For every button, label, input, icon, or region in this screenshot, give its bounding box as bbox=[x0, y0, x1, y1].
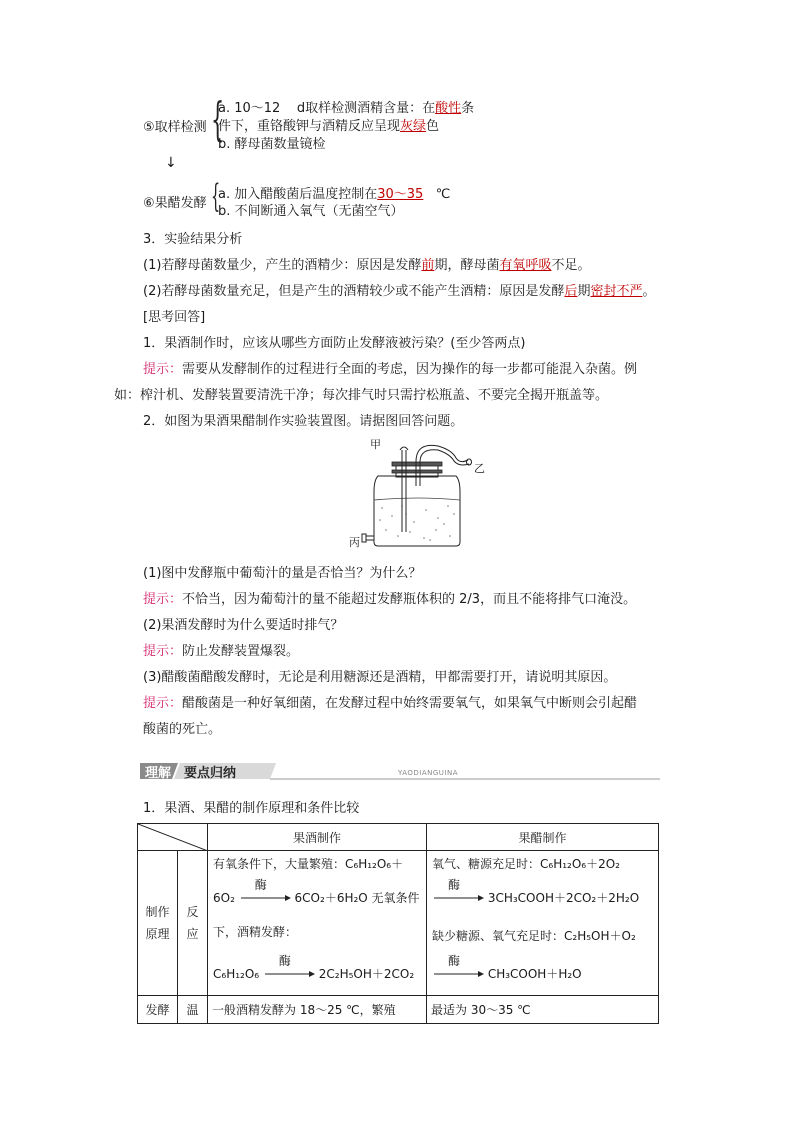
step5-line1-post: 条 bbox=[461, 101, 475, 116]
answer-2-3-line1 bbox=[143, 692, 637, 711]
banner-pinyin: YAODIANGUINA bbox=[398, 769, 459, 777]
vinegar-reaction-cell bbox=[427, 851, 659, 996]
step6-line1-pre: a. 加入醋酸菌后温度控制在 bbox=[218, 187, 378, 202]
p1-pre: (1)若酵母菌数量少，产生的酒精少：原因是发酵 bbox=[143, 258, 422, 273]
figure-label-jia: 甲 bbox=[370, 438, 381, 451]
step5-line1 bbox=[218, 97, 474, 116]
enzyme-label: 酶 bbox=[254, 878, 267, 892]
figure-label-bing: 丙 bbox=[349, 536, 360, 549]
step6-temp: 30～35 bbox=[377, 187, 424, 202]
row-subheader-reaction: 反应 bbox=[178, 851, 208, 996]
step5-line1-pre: a. 10～12 bbox=[218, 101, 281, 116]
answer-2-2-text: 防止发酵装置爆裂。 bbox=[182, 644, 300, 659]
table-row bbox=[138, 996, 659, 1024]
wine-ethanol-products: 2C₂H₅OH＋2CO₂ bbox=[318, 967, 415, 981]
row-header-fermentation: 发酵 bbox=[138, 996, 178, 1024]
p2-unsealed: 密封不严 bbox=[590, 284, 643, 299]
step5-grey-green: 灰绿 bbox=[400, 119, 427, 134]
table-title: 1．果酒、果醋的制作原理和条件比较 bbox=[143, 801, 360, 816]
wine-products: 6CO₂＋6H₂O 无氧条件 bbox=[294, 891, 420, 905]
p2-pre: (2)若酵母菌数量充足，但是产生的酒精较少或不能产生酒精：原因是发酵 bbox=[143, 284, 565, 299]
vinegar-products-1: 3CH₃COOH＋2CO₂＋2H₂O bbox=[487, 891, 640, 905]
step5-line2-pre: 件下，重铬酸钾与酒精反应呈现 bbox=[218, 119, 401, 134]
step5-line2-post: 色 bbox=[426, 119, 440, 134]
step6-label: ⑥果醋发酵 bbox=[143, 196, 207, 211]
enzyme-label: 酶 bbox=[448, 954, 461, 968]
enzyme-arrow bbox=[432, 878, 484, 902]
table-row bbox=[138, 851, 659, 996]
answer-2-2 bbox=[143, 640, 299, 659]
enzyme-label: 酶 bbox=[278, 954, 291, 968]
vinegar-line4 bbox=[432, 954, 582, 982]
section3-p1 bbox=[143, 254, 590, 273]
answer-2-1 bbox=[143, 588, 636, 607]
enzyme-arrow bbox=[263, 954, 315, 978]
hint-label: 提示： bbox=[143, 644, 183, 659]
step6-unit: ℃ bbox=[435, 187, 451, 202]
row-subheader-temperature: 温 bbox=[178, 996, 208, 1024]
table-header-row bbox=[138, 824, 659, 851]
wine-reaction-cell bbox=[208, 851, 427, 996]
p2-mid: 期 bbox=[577, 284, 591, 299]
enzyme-arrow bbox=[239, 878, 291, 902]
hint-label: 提示： bbox=[143, 592, 183, 607]
hint-label: 提示： bbox=[143, 362, 183, 377]
answer-1-line1 bbox=[143, 358, 637, 377]
row-header-principle: 制作原理 bbox=[138, 851, 178, 996]
fermentation-apparatus-figure bbox=[340, 436, 490, 552]
banner-tag: 理解 bbox=[145, 766, 172, 781]
answer-2-3-line2: 酸菌的死亡。 bbox=[143, 722, 222, 737]
header-diagonal-cell bbox=[138, 824, 208, 851]
think-heading: [思考回答] bbox=[143, 310, 206, 325]
step5-line1-mid: d取样检测酒精含量：在 bbox=[296, 101, 436, 116]
question-2-2: (2)果酒发酵时为什么要适时排气？ bbox=[143, 618, 344, 633]
question-2: 2．如图为果酒果醋制作实验装置图。请据图回答问题。 bbox=[143, 414, 464, 429]
wine-temperature-cell: 一般酒精发酵为 18～25 ℃，繁殖 bbox=[208, 996, 427, 1024]
vinegar-line3: 缺少糖源、氧气充足时：C₂H₅OH＋O₂ bbox=[432, 929, 636, 943]
answer-2-3-text: 醋酸菌是一种好氧细菌，在发酵过程中始终需要氧气，如果氧气中断则会引起醋 bbox=[182, 696, 638, 711]
comparison-table bbox=[137, 823, 659, 1024]
p2-post: 。 bbox=[642, 284, 656, 299]
down-arrow: ↓ bbox=[165, 155, 177, 171]
p1-aerobic: 有氧呼吸 bbox=[499, 258, 552, 273]
wine-6o2: 6O₂ bbox=[213, 891, 235, 905]
enzyme-arrow bbox=[432, 954, 484, 978]
vinegar-temperature-cell: 最适为 30～35 ℃ bbox=[427, 996, 659, 1024]
banner-title: 要点归纳 bbox=[184, 766, 237, 781]
vinegar-line1: 氧气、糖源充足时：C₆H₁₂O₆＋2O₂ bbox=[432, 857, 620, 871]
step6-brace: { bbox=[211, 177, 221, 215]
header-vinegar: 果醋制作 bbox=[427, 824, 659, 851]
hint-label: 提示： bbox=[143, 696, 183, 711]
p1-mid: 期，酵母菌 bbox=[434, 258, 500, 273]
answer-2-1-text: 不恰当，因为葡萄汁的量不能超过发酵瓶体积的 2/3，而且不能将排气口淹没。 bbox=[182, 592, 637, 607]
step5-label: ⑤取样检测 bbox=[143, 120, 207, 135]
section3-p2 bbox=[143, 280, 655, 299]
step5-acid: 酸性 bbox=[435, 101, 462, 116]
vinegar-line2 bbox=[432, 878, 640, 906]
wine-glucose: C₆H₁₂O₆ bbox=[213, 967, 260, 981]
wine-line2 bbox=[213, 878, 420, 906]
question-2-3: (3)醋酸菌醋酸发酵时，无论是利用糖源还是酒精，甲都需要打开，请说明其原因。 bbox=[143, 670, 617, 685]
wine-line1: 有氧条件下，大量繁殖：C₆H₁₂O₆＋ bbox=[213, 857, 404, 871]
question-2-1: (1)图中发酵瓶中葡萄汁的量是否恰当？为什么？ bbox=[143, 566, 422, 581]
wine-line4 bbox=[213, 954, 415, 982]
p1-post: 不足。 bbox=[551, 258, 591, 273]
step5-line2 bbox=[218, 115, 439, 134]
answer-1-text: 需要从发酵制作的过程进行全面的考虑，因为操作的每一步都可能混入杂菌。例 bbox=[182, 362, 638, 377]
p1-early: 前 bbox=[421, 258, 435, 273]
step5-line3: b. 酵母菌数量镜检 bbox=[218, 137, 326, 152]
step5-brace: { bbox=[211, 92, 225, 146]
question-1: 1．果酒制作时，应该从哪些方面防止发酵液被污染？(至少答两点) bbox=[143, 336, 526, 351]
figure-label-yi: 乙 bbox=[474, 462, 485, 475]
step6-line2: b. 不间断通入氧气（无菌空气） bbox=[218, 204, 404, 219]
section3-heading: 3．实验结果分析 bbox=[143, 232, 243, 247]
header-wine: 果酒制作 bbox=[208, 824, 427, 851]
key-points-banner bbox=[140, 761, 660, 781]
enzyme-label: 酶 bbox=[448, 878, 461, 892]
vinegar-products-2: CH₃COOH＋H₂O bbox=[487, 967, 582, 981]
answer-1-line2: 如：榨汁机、发酵装置要清洗干净；每次排气时只需拧松瓶盖、不要完全揭开瓶盖等。 bbox=[114, 388, 609, 403]
p2-late: 后 bbox=[564, 284, 578, 299]
wine-line3: 下，酒精发酵： bbox=[213, 925, 298, 939]
